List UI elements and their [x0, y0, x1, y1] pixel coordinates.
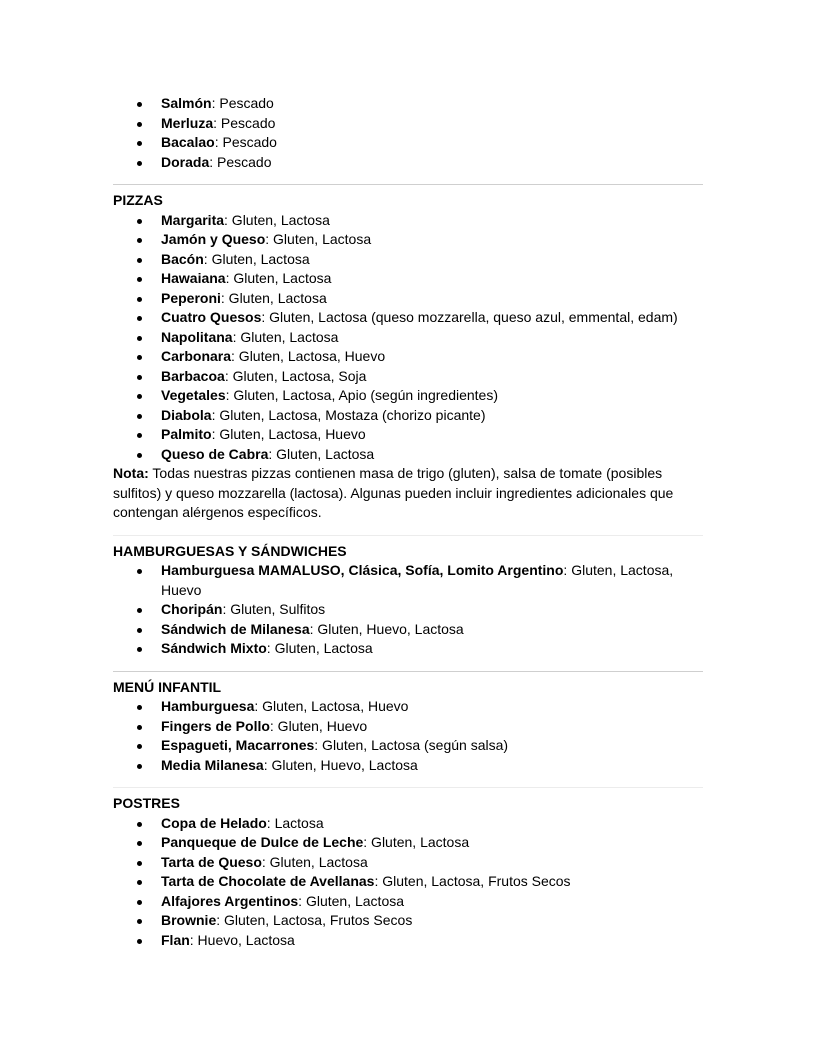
dish-name: Peperoni	[161, 289, 221, 306]
bullet-icon	[137, 277, 142, 282]
allergen-list	[113, 94, 703, 950]
dish-allergens: : Gluten, Lactosa, Mostaza (chorizo picante)	[211, 406, 486, 423]
bullet-icon	[137, 122, 142, 127]
section-title: MENÚ INFANTIL	[113, 678, 222, 695]
section-title: PIZZAS	[113, 192, 163, 208]
bullet-icon	[137, 433, 142, 438]
dish-allergens: : Gluten, Lactosa	[224, 211, 330, 228]
dish-name: Merluza	[161, 114, 214, 131]
bullet-icon	[137, 394, 142, 399]
list-item	[161, 289, 703, 309]
list-item	[161, 94, 703, 114]
bullet-icon	[137, 336, 142, 341]
list-item	[161, 717, 703, 737]
list-item	[161, 250, 703, 270]
dish-allergens: : Gluten, Lactosa, Apio (según ingredientes)	[225, 387, 499, 403]
list-item	[161, 853, 703, 873]
bullet-icon	[137, 628, 142, 633]
dish-name: Sándwich Mixto	[161, 640, 267, 656]
dish-allergens: : Gluten, Lactosa	[268, 445, 375, 462]
list-item	[161, 892, 703, 912]
dish-allergens: : Gluten, Lactosa	[298, 892, 405, 909]
dish-name: Fingers de Pollo	[161, 717, 270, 734]
dish-name: Flan	[161, 931, 190, 948]
dish-name: Brownie	[161, 912, 217, 928]
list-item	[161, 814, 703, 834]
dish-allergens: : Gluten, Lactosa	[363, 834, 470, 850]
item-list	[113, 561, 703, 659]
bullet-icon	[137, 608, 142, 613]
section-postres	[113, 794, 703, 950]
dish-name: Panqueque de Dulce de Leche	[161, 834, 364, 850]
dish-allergens: : Gluten, Sulfitos	[222, 601, 326, 617]
dish-allergens: : Pescado	[214, 134, 277, 150]
dish-allergens: : Gluten, Lactosa	[203, 250, 310, 267]
dish-name: Barbacoa	[161, 367, 225, 384]
section-divider	[113, 671, 703, 672]
section-pizzas	[113, 191, 703, 523]
dish-allergens: : Gluten, Lactosa, Frutos Secos	[374, 873, 571, 889]
dish-name: Bacón	[161, 250, 204, 267]
dish-allergens: : Gluten, Lactosa	[220, 289, 327, 306]
list-item	[161, 736, 703, 756]
bullet-icon	[137, 355, 142, 360]
dish-name: Tarta de Queso	[161, 853, 262, 870]
list-item	[161, 367, 703, 387]
section-title: POSTRES	[113, 795, 180, 811]
bullet-icon	[137, 822, 142, 827]
list-item	[161, 406, 703, 426]
bullet-icon	[137, 880, 142, 885]
list-item	[161, 833, 703, 853]
dish-name: Espagueti, Macarrones	[161, 737, 315, 753]
dish-allergens: : Gluten, Lactosa	[232, 328, 339, 345]
dish-allergens: : Gluten, Huevo	[269, 717, 368, 734]
dish-allergens: : Gluten, Lactosa, Huevo	[254, 698, 409, 714]
dish-allergens: : Gluten, Lactosa, Frutos Secos	[216, 912, 413, 928]
note-text: Todas nuestras pizzas contienen masa de trigo (gluten), salsa de tomate (posibles sulfitos) y queso mozzarella (lactosa). Algunas pueden incluir ingredientes adicionales que contengan alérgenos específicos.	[113, 465, 674, 520]
dish-name: Carbonara	[161, 348, 232, 364]
list-item	[161, 153, 703, 173]
dish-allergens: : Gluten, Lactosa, Huevo	[161, 562, 674, 598]
dish-allergens: : Pescado	[211, 95, 274, 111]
dish-allergens: : Gluten, Lactosa, Soja	[224, 367, 367, 384]
list-item	[161, 211, 703, 231]
list-item	[161, 931, 703, 951]
list-item	[161, 425, 703, 445]
list-item	[161, 269, 703, 289]
item-list	[113, 211, 703, 465]
dish-allergens: : Gluten, Lactosa (según salsa)	[314, 737, 509, 753]
dish-name: Salmón	[161, 95, 212, 111]
dish-name: Cuatro Quesos	[161, 309, 262, 325]
dish-name: Tarta de Chocolate de Avellanas	[161, 873, 375, 889]
item-list	[113, 94, 703, 172]
dish-name: Jamón y Queso	[161, 231, 266, 247]
dish-name: Vegetales	[161, 387, 226, 403]
list-item	[161, 872, 703, 892]
pizza-note	[113, 464, 703, 523]
list-item	[161, 561, 703, 600]
bullet-icon	[137, 900, 142, 905]
dish-allergens: : Gluten, Lactosa (queso mozzarella, queso azul, emmental, edam)	[261, 309, 678, 325]
list-item	[161, 386, 703, 406]
section-divider	[113, 535, 703, 536]
item-list	[113, 814, 703, 951]
dish-name: Queso de Cabra	[161, 445, 269, 462]
dish-allergens: : Gluten, Lactosa	[266, 640, 373, 656]
dish-name: Dorada	[161, 153, 210, 170]
bullet-icon	[137, 161, 142, 166]
bullet-icon	[137, 219, 142, 224]
dish-allergens: : Huevo, Lactosa	[189, 931, 295, 948]
dish-allergens: : Pescado	[213, 114, 276, 131]
list-item	[161, 133, 703, 153]
dish-name: Diabola	[161, 406, 212, 423]
list-item	[161, 600, 703, 620]
bullet-icon	[137, 919, 142, 924]
dish-allergens: : Pescado	[209, 153, 272, 170]
dish-name: Bacalao	[161, 134, 215, 150]
bullet-icon	[137, 375, 142, 380]
dish-allergens: : Gluten, Lactosa, Huevo	[211, 426, 366, 442]
bullet-icon	[137, 725, 142, 730]
section-title: HAMBURGUESAS Y SÁNDWICHES	[113, 542, 347, 559]
item-list	[113, 697, 703, 775]
dish-name: Hawaiana	[161, 270, 226, 286]
bullet-icon	[137, 102, 142, 107]
dish-allergens: : Gluten, Huevo, Lactosa	[263, 756, 418, 773]
bullet-icon	[137, 414, 142, 419]
list-item	[161, 697, 703, 717]
dish-name: Alfajores Argentinos	[161, 892, 299, 909]
list-item	[161, 756, 703, 776]
bullet-icon	[137, 316, 142, 321]
bullet-icon	[137, 453, 142, 458]
bullet-icon	[137, 569, 142, 574]
dish-name: Choripán	[161, 601, 223, 617]
dish-name: Copa de Helado	[161, 814, 267, 831]
bullet-icon	[137, 764, 142, 769]
list-item	[161, 911, 703, 931]
bullet-icon	[137, 238, 142, 243]
bullet-icon	[137, 861, 142, 866]
dish-name: Napolitana	[161, 328, 233, 345]
dish-allergens: : Gluten, Lactosa	[261, 853, 368, 870]
note-label: Nota:	[113, 465, 149, 481]
dish-name: Media Milanesa	[161, 756, 264, 773]
dish-name: Hamburguesa	[161, 698, 255, 714]
list-item	[161, 328, 703, 348]
bullet-icon	[137, 141, 142, 146]
dish-name: Hamburguesa MAMALUSO, Clásica, Sofía, Lomito Argentino	[161, 562, 564, 578]
bullet-icon	[137, 939, 142, 944]
list-item	[161, 114, 703, 134]
dish-name: Sándwich de Milanesa	[161, 620, 310, 637]
list-item	[161, 620, 703, 640]
list-item	[161, 308, 703, 328]
bullet-icon	[137, 841, 142, 846]
section-pescados	[113, 94, 703, 172]
dish-name: Margarita	[161, 211, 225, 228]
list-item	[161, 445, 703, 465]
section-divider	[113, 184, 703, 185]
section-hamburguesas	[113, 542, 703, 659]
bullet-icon	[137, 705, 142, 710]
dish-name: Palmito	[161, 426, 212, 442]
dish-allergens: : Gluten, Lactosa, Huevo	[231, 348, 386, 364]
list-item	[161, 347, 703, 367]
bullet-icon	[137, 258, 142, 263]
section-divider	[113, 787, 703, 788]
dish-allergens: : Gluten, Huevo, Lactosa	[309, 620, 464, 637]
list-item	[161, 639, 703, 659]
list-item	[161, 230, 703, 250]
section-menu-infantil	[113, 678, 703, 776]
bullet-icon	[137, 647, 142, 652]
dish-allergens: : Lactosa	[266, 814, 324, 831]
bullet-icon	[137, 297, 142, 302]
bullet-icon	[137, 744, 142, 749]
dish-allergens: : Gluten, Lactosa	[225, 270, 332, 286]
dish-allergens: : Gluten, Lactosa	[265, 231, 372, 247]
